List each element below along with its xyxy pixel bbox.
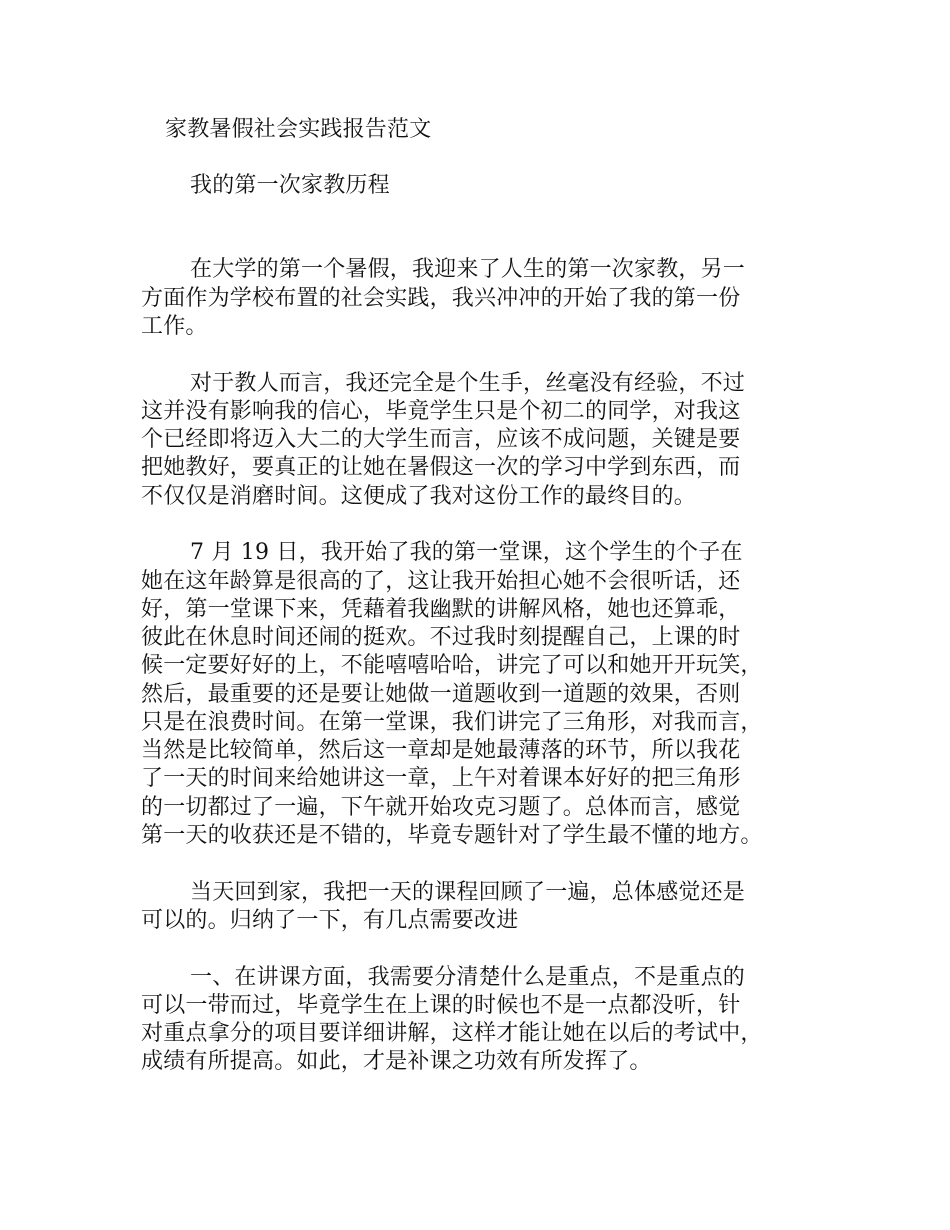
paragraph-line: 方面作为学校布置的社会实践，我兴冲冲的开始了我的第一份	[141, 286, 741, 311]
paragraph-line: 当然是比较简单，然后这一章却是她最薄落的环节，所以我花	[141, 738, 741, 763]
paragraph-line: 然后，最重要的还是要让她做一道题收到一道题的效果，否则	[141, 682, 741, 707]
paragraph-line: 一、在讲课方面，我需要分清楚什么是重点，不是重点的	[190, 965, 746, 990]
paragraph-line: 的一切都过了一遍，下午就开始攻克习题了。总体而言，感觉	[141, 795, 741, 820]
paragraph-line: 这并没有影响我的信心，毕竟学生只是个初二的同学，对我这	[141, 399, 741, 424]
paragraph-line: 个已经即将迈入大二的大学生而言，应该不成问题，关键是要	[141, 427, 741, 452]
paragraph-line: 彼此在休息时间还闹的挺欢。不过我时刻提醒自己，上课的时	[141, 625, 741, 650]
paragraph-line: 不仅仅是消磨时间。这便成了我对这份工作的最终目的。	[141, 484, 697, 509]
paragraph-line: 成绩有所提高。如此，才是补课之功效有所发挥了。	[141, 1049, 652, 1074]
paragraph-line: 她在这年龄算是很高的了，这让我开始担心她不会很听话，还	[141, 569, 741, 594]
paragraph-line: 可以一带而过，毕竟学生在上课的时候也不是一点都没听，针	[141, 993, 741, 1018]
paragraph-line: 可以的。归纳了一下，有几点需要改进	[141, 908, 519, 933]
paragraph-line: 候一定要好好的上，不能嘻嘻哈哈，讲完了可以和她开开玩笑，	[141, 653, 763, 678]
paragraph-line: 在大学的第一个暑假，我迎来了人生的第一次家教，另一	[190, 257, 746, 282]
paragraph-line: 好，第一堂课下来，凭藉着我幽默的讲解风格，她也还算乖，	[141, 597, 741, 622]
paragraph-line: 7 月 19 日，我开始了我的第一堂课，这个学生的个子在	[190, 540, 743, 565]
paragraph-line: 只是在浪费时间。在第一堂课，我们讲完了三角形，对我而言，	[141, 710, 763, 735]
paragraph-line: 当天回到家，我把一天的课程回顾了一遍，总体感觉还是	[190, 880, 746, 905]
paragraph-line: 对重点拿分的项目要详细讲解，这样才能让她在以后的考试中，	[141, 1021, 763, 1046]
paragraph-line: 对于教人而言，我还完全是个生手，丝毫没有经验，不过	[190, 371, 746, 396]
paragraph-line: 工作。	[141, 314, 208, 339]
document-title: 家教暑假社会实践报告范文	[165, 117, 432, 142]
document-subtitle: 我的第一次家教历程	[190, 173, 390, 198]
paragraph-line: 了一天的时间来给她讲这一章，上午对着课本好好的把三角形	[141, 766, 741, 791]
paragraph-line: 把她教好，要真正的让她在暑假这一次的学习中学到东西，而	[141, 455, 741, 480]
paragraph-line: 第一天的收获还是不错的，毕竟专题针对了学生最不懂的地方。	[141, 823, 763, 848]
